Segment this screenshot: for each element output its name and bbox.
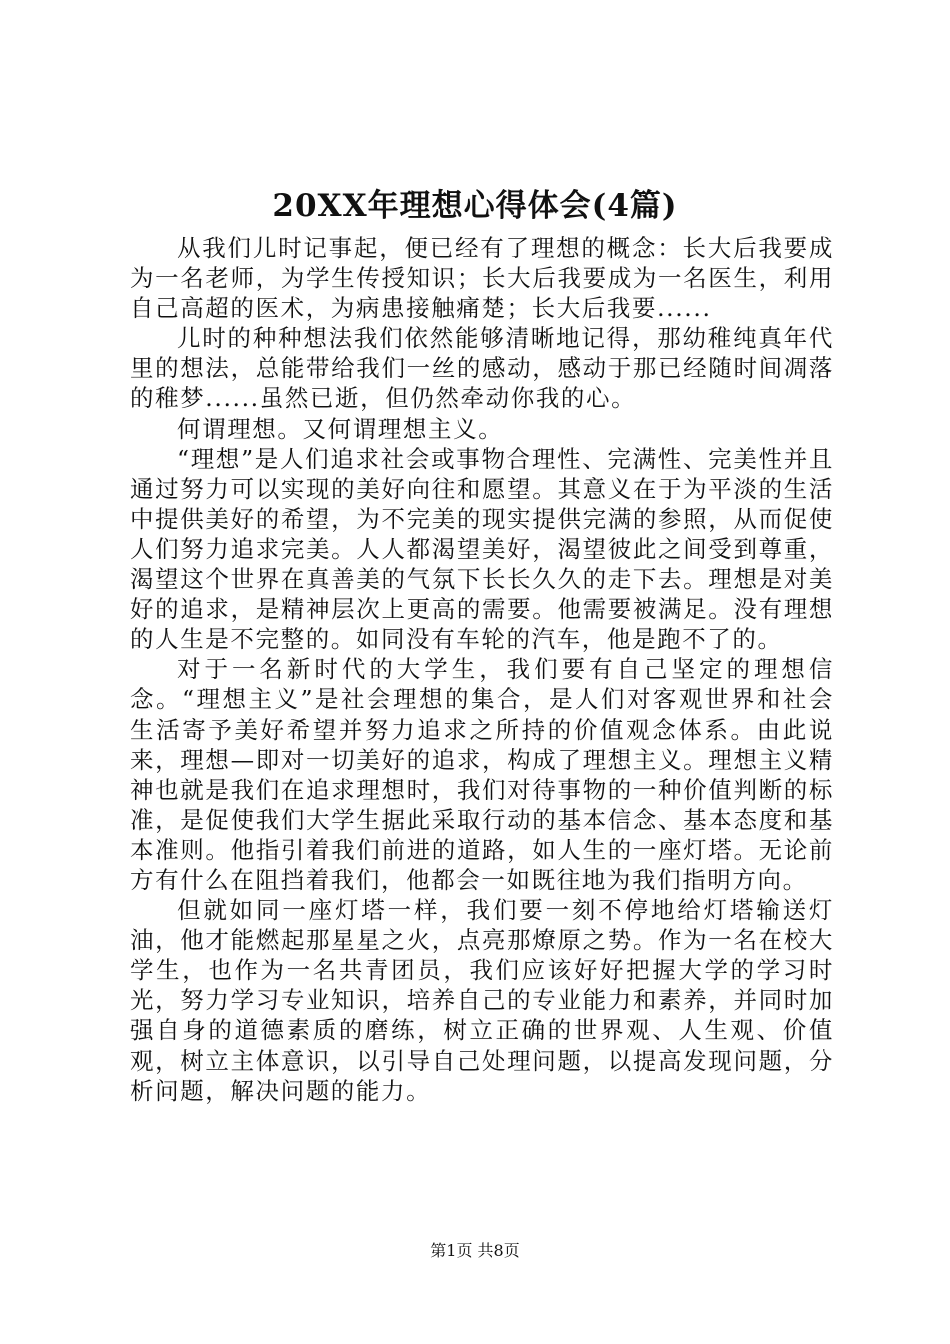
paragraph-2: 儿时的种种想法我们依然能够清晰地记得，那幼稚纯真年代里的想法，总能带给我们一丝的感动，感动于那已经随时间凋落的稚梦......虽然已逝，但仍然牵动你我的心。 — [130, 324, 834, 413]
document-title: 20XX年理想心得体会(4篇) — [272, 188, 678, 224]
paragraph-4: “理想”是人们追求社会或事物合理性、完满性、完美性并且通过努力可以实现的美好向往和愿望。其意义在于为平淡的生活中提供美好的希望，为不完美的现实提供完满的参照，从而促使人们努力追求完美。人人都渴望美好，渴望彼此之间受到尊重，渴望这个世界在真善美的气氛下长长久久的走下去。理想是对美好的追求，是精神层次上更高的需要。他需要被满足。没有理想的人生是不完整的。如同没有车轮的汽车，他是跑不了的。 — [130, 444, 834, 654]
document-body — [130, 233, 834, 1106]
paragraph-6: 但就如同一座灯塔一样，我们要一刻不停地给灯塔输送灯油，他才能燃起那星星之火，点亮那燎原之势。作为一名在校大学生，也作为一名共青团员，我们应该好好把握大学的学习时光，努力学习专业知识，培养自己的专业能力和素养，并同时加强自身的道德素质的磨练，树立正确的世界观、人生观、价值观，树立主体意识，以引导自己处理问题，以提高发现问题，分析问题，解决问题的能力。 — [130, 896, 834, 1105]
paragraph-5: 对于一名新时代的大学生，我们要有自己坚定的理想信念。“理想主义”是社会理想的集合，是人们对客观世界和社会生活寄予美好希望并努力追求之所持的价值观念体系。由此说来，理想—即对一切美好的追求，构成了理想主义。理想主义精神也就是我们在追求理想时，我们对待事物的一种价值判断的标准，是促使我们大学生据此采取行动的基本信念、基本态度和基本准则。他指引着我们前进的道路，如人生的一座灯塔。无论前方有什么在阻挡着我们，他都会一如既往地为我们指明方向。 — [130, 655, 834, 894]
page-footer: 第1页 共8页 — [430, 1241, 520, 1260]
paragraph-3: 何谓理想。又何谓理想主义。 — [177, 414, 504, 443]
paragraph-1: 从我们儿时记事起，便已经有了理想的概念：长大后我要成为一名老师，为学生传授知识；长大后我要成为一名医生，利用自己高超的医术，为病患接触痛楚；长大后我要...... — [130, 234, 834, 323]
